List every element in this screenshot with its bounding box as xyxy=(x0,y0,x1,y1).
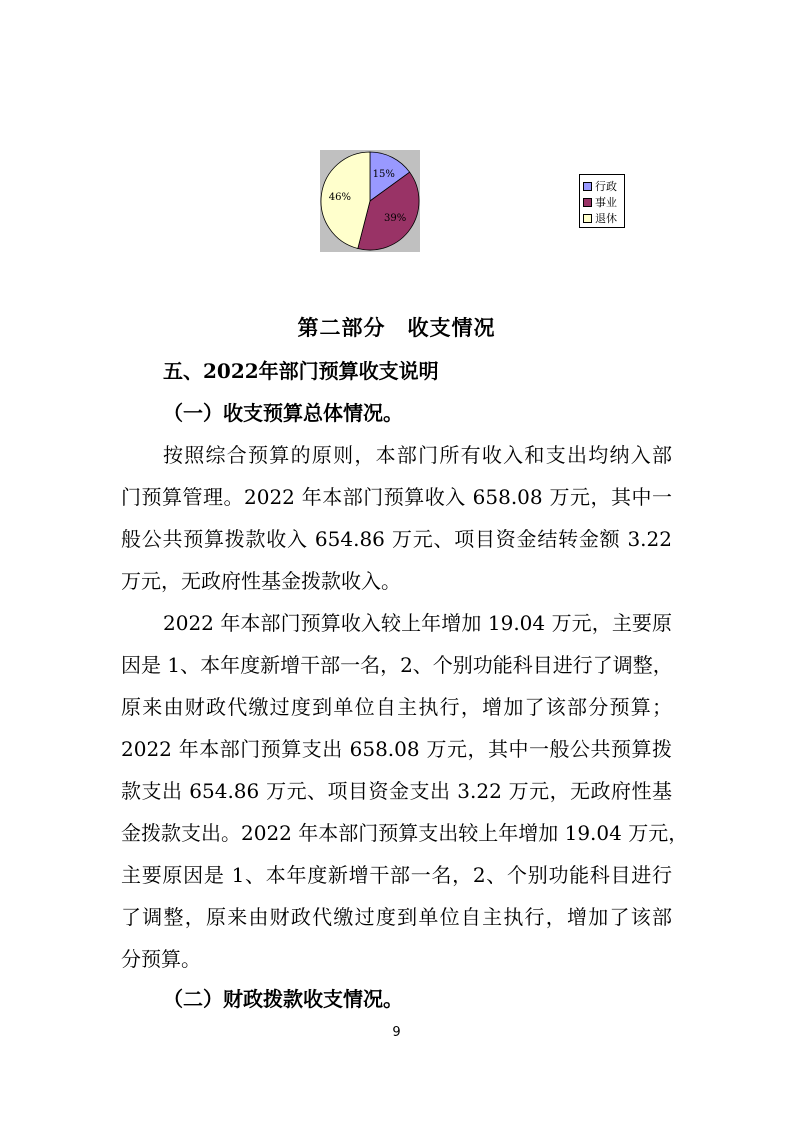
pie-label-retired: 46% xyxy=(328,192,351,204)
chart-legend xyxy=(579,174,625,228)
pie-label-institution: 39% xyxy=(384,213,407,225)
paragraph-line: 分预算。 xyxy=(121,947,201,971)
paragraph-line: 主要原因是 1、本年度新增干部一名，2、个别功能科目进行 xyxy=(121,863,672,887)
pie-label-admin: 15% xyxy=(372,168,395,180)
pie-chart-svg xyxy=(320,150,420,252)
paragraph-line: 万元，无政府性基金拨款收入。 xyxy=(121,569,401,593)
paragraph-line: 了调整，原来由财政代缴过度到单位自主执行，增加了该部 xyxy=(121,905,672,929)
section-title: 第二部分 收支情况 xyxy=(297,315,496,340)
legend-swatch-institution xyxy=(583,198,592,207)
pie-chart xyxy=(320,150,420,252)
paragraph-line: 金拨款支出。2022 年本部门预算支出较上年增加 19.04 万元， xyxy=(121,821,689,845)
paragraph-line: 原来由财政代缴过度到单位自主执行，增加了该部分预算； xyxy=(121,695,672,719)
sub-heading-fiscal: （二）财政拨款收支情况。 xyxy=(163,987,403,1011)
paragraph-line: 门预算管理。2022 年本部门预算收入 658.08 万元，其中一 xyxy=(121,485,672,509)
legend-swatch-retired xyxy=(583,214,592,223)
paragraph-line: 2022 年本部门预算支出 658.08 万元，其中一般公共预算拨 xyxy=(121,737,672,761)
heading-five: 五、2022年部门预算收支说明 xyxy=(163,359,439,383)
legend-item-institution xyxy=(583,194,624,210)
legend-label-retired: 退休 xyxy=(595,211,617,225)
legend-swatch-admin xyxy=(583,182,592,191)
legend-item-admin xyxy=(583,178,624,194)
paragraph-line: 因是 1、本年度新增干部一名，2、个别功能科目进行了调整， xyxy=(121,653,673,677)
legend-label-admin: 行政 xyxy=(595,179,617,193)
legend-label-institution: 事业 xyxy=(595,195,617,209)
page-number: 9 xyxy=(392,1025,401,1040)
paragraph-line: 按照综合预算的原则，本部门所有收入和支出均纳入部 xyxy=(163,443,672,467)
paragraph-line: 款支出 654.86 万元、项目资金支出 3.22 万元，无政府性基 xyxy=(121,779,672,803)
legend-item-retired xyxy=(583,210,624,226)
paragraph-line: 2022 年本部门预算收入较上年增加 19.04 万元，主要原 xyxy=(163,611,672,635)
paragraph-line: 般公共预算拨款收入 654.86 万元、项目资金结转金额 3.22 xyxy=(121,527,672,551)
sub-heading-overview: （一）收支预算总体情况。 xyxy=(163,401,403,425)
